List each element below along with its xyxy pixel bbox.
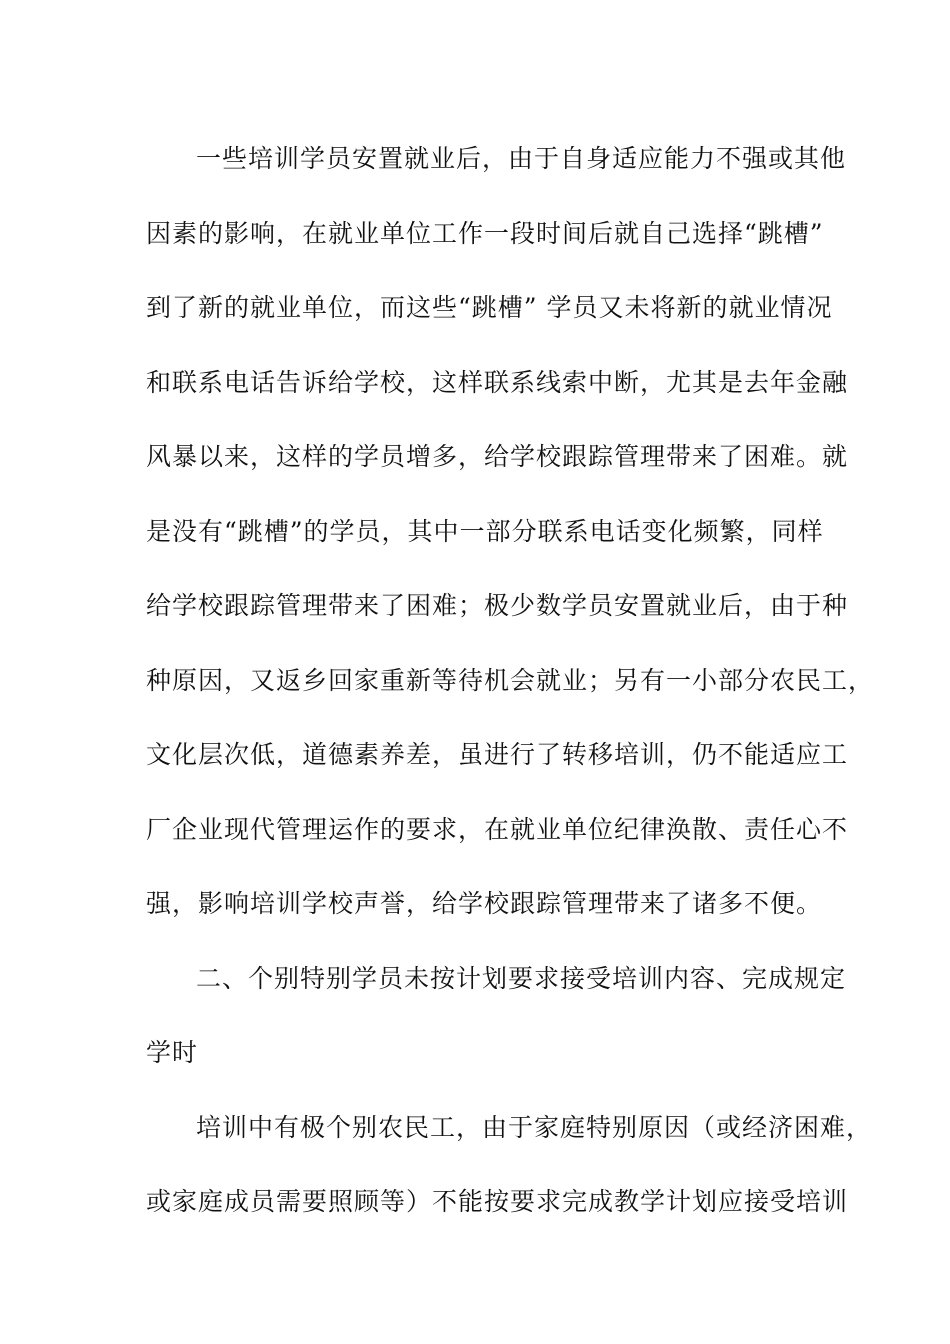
document-body <box>146 122 875 1240</box>
paragraph-1-line-10: 厂企业现代管理运作的要求，在就业单位纪律涣散、责任心不 <box>146 814 849 844</box>
section-heading-line-1: 二、个别特别学员未按计划要求接受培训内容、完成规定 <box>196 963 847 993</box>
paragraph-1-line-8: 种原因，又返乡回家重新等待机会就业；另有一小部分农民工， <box>146 665 875 695</box>
paragraph-1-line-7: 给学校跟踪管理带来了困难；极少数学员安置就业后，由于种 <box>146 591 849 620</box>
paragraph-1-line-3: 到了新的就业单位，而这些“跳槽” 学员又未将新的就业情况 <box>146 293 833 322</box>
paragraph-1-line-1: 一些培训学员安置就业后，由于自身适应能力不强或其他 <box>196 144 847 173</box>
paragraph-1-line-5: 风暴以来，这样的学员增多，给学校跟踪管理带来了困难。就 <box>146 442 849 471</box>
paragraph-1-line-6: 是没有“跳槽”的学员，其中一部分联系电话变化频繁，同样 <box>146 516 824 546</box>
paragraph-2-line-2: 或家庭成员需要照顾等）不能按要求完成教学计划应接受培训 <box>146 1187 849 1216</box>
paragraph-1-line-4: 和联系电话告诉给学校，这样联系线索中断，尤其是去年金融 <box>146 367 849 397</box>
section-heading-line-2: 学时 <box>146 1038 199 1067</box>
paragraph-2-line-1: 培训中有极个别农民工，由于家庭特别原因（或经济困难， <box>196 1112 873 1142</box>
paragraph-1-line-2: 因素的影响，在就业单位工作一段时间后就自己选择“跳槽” <box>146 218 824 248</box>
paragraph-1-line-11: 强，影响培训学校声誉，给学校跟踪管理带来了诸多不便。 <box>146 889 823 918</box>
paragraph-1-line-9: 文化层次低，道德素养差，虽进行了转移培训，仍不能适应工 <box>146 740 849 769</box>
